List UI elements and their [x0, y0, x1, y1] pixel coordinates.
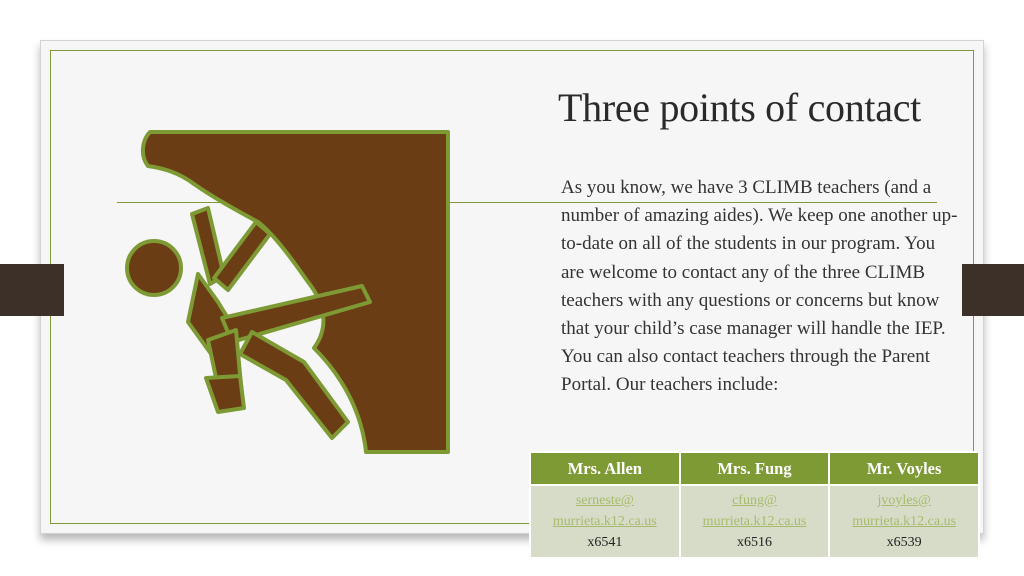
slide-title: Three points of contact [558, 85, 921, 130]
phone-extension: x6516 [736, 535, 772, 550]
email-domain: murrieta.k12.ca.us [852, 514, 957, 529]
email-user: cfung@ [732, 493, 777, 508]
email-link[interactable] [681, 490, 829, 532]
email-domain: murrieta.k12.ca.us [702, 514, 807, 529]
rock-climber-icon [118, 126, 456, 456]
left-side-tab [0, 264, 64, 316]
email-link[interactable] [830, 490, 978, 532]
teacher-name-header: Mr. Voyles [829, 452, 979, 485]
phone-extension: x6539 [886, 535, 922, 550]
phone-extension: x6541 [587, 535, 623, 550]
right-side-tab [962, 264, 1024, 316]
email-domain: murrieta.k12.ca.us [552, 514, 657, 529]
email-link[interactable] [531, 490, 679, 532]
slide-body-text: As you know, we have 3 CLIMB teachers (and a number of amazing aides). We keep one another up-to-date on all of the students in our program. You are welcome to contact any of the three CLIMB teachers with any questions or concerns but know that your child’s case manager will handle the IEP. You can also contact teachers through the Parent Portal. Our teachers include: [561, 177, 958, 396]
teacher-name-header: Mrs. Fung [680, 452, 830, 485]
email-user: serneste@ [575, 493, 634, 508]
contact-cell [680, 485, 830, 558]
contact-table [529, 451, 980, 559]
email-user: jvoyles@ [877, 493, 931, 508]
contact-cell [530, 485, 680, 558]
contact-info-row [530, 485, 979, 558]
teacher-name-header: Mrs. Allen [530, 452, 680, 485]
contact-cell [829, 485, 979, 558]
contact-header-row [530, 452, 979, 485]
